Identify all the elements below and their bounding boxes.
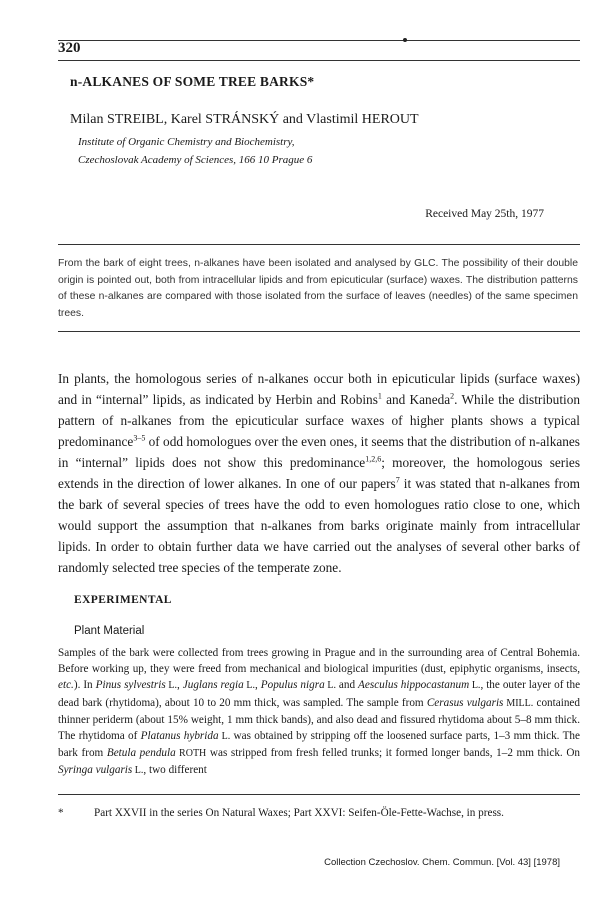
exp-text: , two different <box>143 764 207 777</box>
footnote <box>58 805 580 821</box>
footnote-rule <box>58 794 580 795</box>
species-author: ROTH <box>175 748 207 760</box>
species-author: L. <box>218 731 231 743</box>
species-author: L. <box>165 680 177 692</box>
species-name: Populus nigra <box>260 679 325 692</box>
intro-text-6: it was stated that n-alkanes from the bark of several species of trees have the odd to even homologues ratio close to one, which would support the assumption that n-alkanes from barks originate mainly from intracellular lipids. In order to obtain further data we have carried out the analyses of several other barks of randomly selected tree species of the temperate zone. <box>58 476 581 575</box>
exp-text: , <box>255 679 261 692</box>
species-name: Juglans regia <box>182 679 244 692</box>
intro-paragraph <box>58 368 580 578</box>
subsection-heading-plant-material: Plant Material <box>74 625 145 637</box>
page-number: 320 <box>58 40 81 56</box>
abstract-bottom-rule <box>58 331 580 332</box>
species-author: L. <box>469 680 481 692</box>
exp-text: was obtained by stripping off the loosened surface parts, 1–3 mm thick. The bark from <box>58 730 580 760</box>
ref-5: 7 <box>395 475 400 485</box>
species-author: L. <box>243 680 256 692</box>
received-date: Received May 25th, 1977 <box>425 208 544 220</box>
header-rule-lower <box>58 60 580 61</box>
exp-text: ). In <box>73 679 96 692</box>
section-heading-experimental: EXPERIMENTAL <box>74 594 172 606</box>
species-name: Pinus sylvestris <box>95 679 166 692</box>
exp-text: , the outer layer of the dead bark (rhytidoma), about 10 to 20 mm thick, was sampled. The sample from <box>58 679 581 709</box>
species-name: Aesculus hippocastanum <box>358 679 470 692</box>
abstract-text: From the bark of eight trees, n-alkanes have been isolated and analysed by GLC. The possibility of their double origin is pointed out, both from intracellular lipids and from epicuticular (surface) waxes. The distribution patterns of these n-alkanes are compared with those isolated from the surface of leaves (needles) of the same specimen trees. <box>58 258 578 319</box>
species-name: Platanus hybrida <box>140 730 219 743</box>
footnote-text: Part XXVII in the series On Natural Waxes; Part XXVI: Seifen-Öle-Fette-Wachse, in press. <box>94 807 504 819</box>
exp-text: was stripped from fresh felled trunks; it formed longer bands, 1–2 mm thick. On <box>206 747 580 760</box>
intro-text-5: ; moreover, the homologous series extends in the direction of lower alkanes. In one of our papers <box>58 455 580 491</box>
species-name: Betula pendula <box>106 747 176 760</box>
article-authors: Milan STREIBL, Karel STRÁNSKÝ and Vlastimil HEROUT <box>70 112 419 127</box>
species-author: L. <box>132 765 144 777</box>
species-name: Syringa vulgaris <box>58 764 133 777</box>
abstract-top-rule <box>58 244 580 245</box>
species-author: L. <box>324 680 336 692</box>
institute-line-2: Czechoslovak Academy of Sciences, 166 10 Prague 6 <box>78 154 313 166</box>
exp-text: Samples of the bark were collected from trees growing in Prague and in the surrounding area of Central Bohemia. Before working up, they were freed from mechanical and biological impurities (dust, epiphytic organisms, insects, <box>58 647 580 676</box>
experimental-paragraph <box>58 645 580 780</box>
species-name: Cerasus vulgaris <box>426 696 504 709</box>
ref-4: 1,2,6 <box>365 454 382 464</box>
intro-text-1: In plants, the homologous series of n-alkanes occur both in epicuticular lipids (surface waxes) and in “internal” lipids, as indicated by Herbin and Robins <box>58 371 580 407</box>
ref-1: 1 <box>377 391 382 401</box>
exp-text: contained thinner periderm (about 15% weight, 1 mm thick bands), and also dead and fissured rhytidoma about 5–8 mm thick. The rhytidoma of <box>58 696 580 743</box>
ref-2: 2 <box>450 391 455 401</box>
journal-citation: Collection Czechoslov. Chem. Commun. [Vol. 43] [1978] <box>324 857 560 868</box>
institute-line-1: Institute of Organic Chemistry and Biochemistry, <box>78 136 295 148</box>
intro-text-2: and Kaneda <box>381 392 451 407</box>
exp-text: , <box>177 679 183 692</box>
header-rule <box>58 40 580 41</box>
intro-text-4: of odd homologues over the even ones, it seems that the distribution of n-alkanes in “internal” lipids does not show this predominance <box>58 434 580 470</box>
exp-text: and <box>335 679 359 692</box>
exp-etc: etc. <box>58 679 74 692</box>
article-title: n-ALKANES OF SOME TREE BARKS* <box>70 74 315 89</box>
ref-3: 3–5 <box>133 433 146 443</box>
footnote-marker: * <box>58 807 64 819</box>
intro-text-3: . While the distribution pattern of n-alkanes from the epicuticular surface waxes of higher plants shows a typical predominance <box>58 392 580 449</box>
header-rule-mark <box>403 38 407 42</box>
species-author: MILL. <box>503 697 534 709</box>
